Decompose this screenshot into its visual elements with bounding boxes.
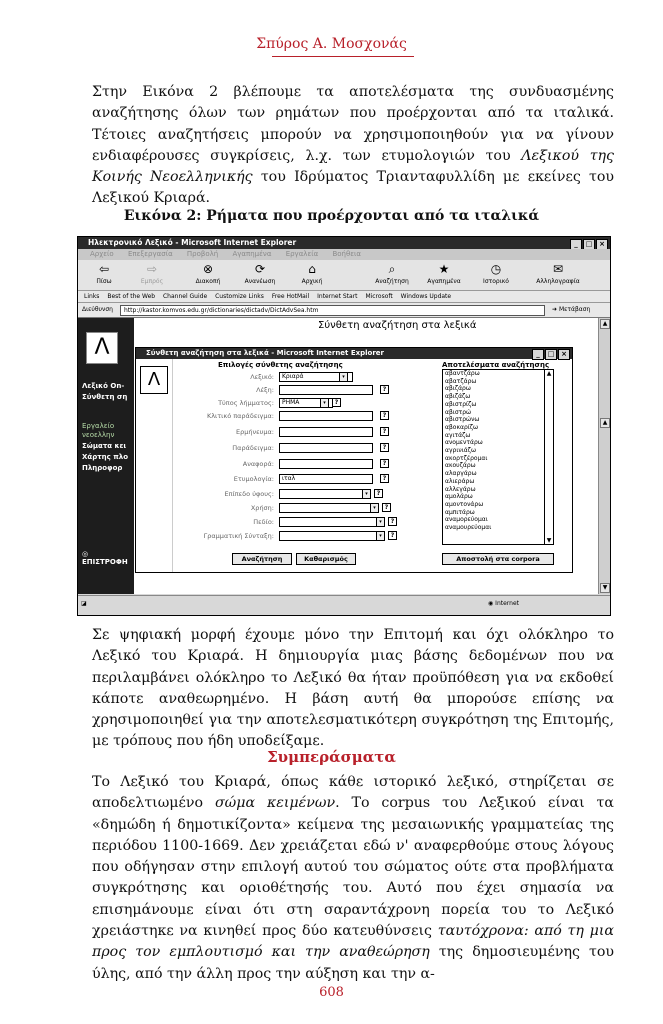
link-microsoft[interactable]: Microsoft	[365, 293, 393, 300]
favorites-button[interactable]	[422, 262, 466, 285]
field-lemma-type	[172, 398, 412, 409]
link-internet-start[interactable]: Internet Start	[317, 293, 358, 300]
help-icon[interactable]: ?	[382, 503, 391, 512]
field-label: Τύπος λήμματος:	[218, 399, 274, 407]
page-scrollbar[interactable]	[598, 318, 610, 594]
list-item[interactable]: αναμορεύομαι	[445, 516, 488, 524]
field-grammar-syntax	[172, 531, 412, 542]
browser-screenshot	[77, 236, 611, 616]
field-label: Αναφορά:	[242, 460, 274, 468]
favorites-icon: ★	[438, 262, 450, 276]
link-windows-update[interactable]: Windows Update	[400, 293, 452, 300]
paragraph-1-end: του Ιδρύματος Τριανταφυλλίδη με εκείνες του Λεξικού Κριαρά.	[92, 169, 615, 207]
stop-label: Διακοπή	[195, 278, 221, 285]
paragraph-1-text: Στην Εικόνα 2 βλέπουμε τα αποτελέσματα της συνδυασμένης αναζήτησης όλων των ρημάτων που προέρχονται από τα ιταλικά. Τέτοιες αναζητήσεις μπορούν να χρησιμοποιηθούν για να γίνουν ενδιαφέρουσες συγκρίσεις, λ.χ. των ετυμολογιών του	[92, 84, 614, 164]
left-panel-item[interactable]: Εργαλείο	[82, 422, 115, 430]
field-word	[172, 385, 412, 396]
paragraph-1-italic: Λεξικού της Κοινής Νεοελληνικής	[92, 147, 615, 186]
left-panel-item[interactable]: νεοελλην	[82, 431, 115, 439]
paragraph-2: Σε ψηφιακή μορφή έχουμε μόνο την Επιτομή και όχι ολόκληρο το Λεξικό του Κριαρά. Η δημιουργία μιας βάσης δεδομένων που να περιλαμβάνει ολόκληρο το Λεξικό θα ήταν προϋπόθεση για να εκδοθεί κάποτε αναθεωρημένο. Η βάση αυτή θα μπορούσε επίσης να χρησιμοποιηθεί για την αποτελεσματικότερη συγκρότηση της Επιτομής, με τρόπους που ήδη υποδείξαμε.	[92, 627, 614, 750]
list-item[interactable]: αβιστρώ	[445, 408, 472, 416]
menu-tools[interactable]: Εργαλεία	[285, 250, 319, 258]
left-panel-item[interactable]: Πληροφορ	[82, 464, 123, 472]
refresh-icon: ⟳	[254, 262, 266, 276]
address-label: Διεύθυνση	[82, 306, 113, 313]
paragraph-3	[92, 772, 614, 985]
back-button[interactable]	[82, 262, 126, 285]
help-icon[interactable]: ?	[380, 385, 389, 394]
history-button[interactable]	[474, 262, 518, 285]
lemma-type-select[interactable]: ΡΗΜΑ	[279, 398, 333, 408]
list-item[interactable]: ανομεντάρω	[445, 439, 483, 447]
paragraph-1	[92, 82, 614, 210]
status-bar	[78, 595, 610, 615]
field-usage	[172, 503, 412, 514]
left-panel-item[interactable]: Σώματα κει	[82, 442, 127, 450]
field-label: Λεξικό:	[250, 373, 274, 381]
list-item[interactable]: αβιζάρω	[445, 385, 471, 393]
list-item[interactable]: αμοντονάρω	[445, 500, 484, 508]
list-item[interactable]: αλλεγάρω	[445, 485, 476, 493]
section-heading: Συμπεράσματα	[267, 748, 396, 766]
list-item[interactable]: αμπιτάρω	[445, 508, 475, 516]
help-icon[interactable]: ?	[388, 517, 397, 526]
back-arrow-icon: ⇦	[98, 262, 110, 276]
chevron-down-icon[interactable]: ▾	[320, 398, 329, 408]
stop-button[interactable]	[186, 262, 230, 285]
paragraph-3-text-c: της δημοσιευμένης του ύλης, από την άλλη προς την αύξηση και την α-	[92, 944, 614, 982]
field-label: Πεδίο:	[253, 518, 274, 526]
field-reference	[172, 459, 412, 470]
field-domain	[172, 517, 412, 528]
home-icon: ⌂	[308, 262, 316, 276]
help-icon[interactable]: ?	[380, 411, 389, 420]
list-item[interactable]: αβαντζάρω	[445, 370, 480, 377]
paragraph-3-text-a: Το Λεξικό του Κριαρά, όπως κάθε ιστορικό λεξικό, στηρίζεται σε αποδελτιωμένο	[92, 774, 614, 812]
search-submit-button[interactable]: Αναζήτηση	[232, 553, 292, 565]
menu-file[interactable]: Αρχείο	[90, 250, 114, 258]
field-style-level	[172, 489, 412, 500]
meaning-input[interactable]	[279, 427, 373, 437]
list-item[interactable]: αβιστρίζω	[445, 400, 477, 408]
back-link-label: ΕΠΙΣΤΡΟΦΗ	[82, 558, 128, 566]
scroll-thumb[interactable]: ▲	[600, 418, 610, 428]
mail-icon: ✉	[552, 262, 564, 276]
mail-label: Αλληλογραφία	[536, 278, 580, 285]
field-label: Λέξη:	[256, 386, 274, 394]
forward-arrow-icon: ⇨	[146, 262, 158, 276]
favorites-label: Αγαπημένα	[427, 278, 461, 285]
site-left-panel	[78, 318, 134, 594]
field-example	[172, 443, 412, 454]
figure-caption: Εικόνα 2: Ρήματα που προέρχονται από τα ιταλικά	[123, 208, 540, 224]
menu-edit[interactable]: Επεξεργασία	[127, 250, 173, 258]
back-link[interactable]	[82, 550, 128, 566]
search-icon: ⌕	[388, 262, 396, 276]
maximize-icon[interactable]: □	[583, 239, 595, 250]
go-button[interactable]	[552, 303, 590, 317]
mail-button[interactable]	[528, 262, 588, 285]
list-item[interactable]: αναμουρεύομαι	[445, 524, 492, 532]
left-panel-item[interactable]: Σύνθετη ση	[82, 393, 128, 401]
help-icon[interactable]: ?	[388, 531, 397, 540]
help-icon[interactable]: ?	[380, 474, 389, 483]
list-item[interactable]: ακουζάρω	[445, 462, 476, 470]
site-logo[interactable]: Λ	[86, 332, 118, 364]
refresh-label: Ανανέωση	[244, 278, 276, 285]
go-arrow-icon: ➜	[552, 306, 558, 313]
menu-view[interactable]: Προβολή	[186, 250, 219, 258]
word-input[interactable]	[279, 385, 373, 395]
inner-window-titlebar	[136, 348, 572, 359]
dictionary-select[interactable]: Κριαρά	[279, 372, 353, 382]
close-icon[interactable]: ×	[596, 239, 608, 250]
list-item[interactable]: αγρινιάζω	[445, 447, 476, 455]
help-icon[interactable]: ?	[380, 427, 389, 436]
results-heading: Αποτελέσματα αναζήτησης	[442, 361, 550, 369]
field-label: Ετυμολογία:	[233, 475, 274, 483]
send-to-corpora-button[interactable]: Αποστολή στα corpora	[442, 553, 554, 565]
list-item[interactable]: αμολάρω	[445, 493, 473, 501]
domain-select[interactable]	[279, 517, 377, 527]
field-meaning	[172, 427, 412, 438]
maximize-icon[interactable]: □	[545, 349, 557, 360]
minimize-icon[interactable]: _	[532, 349, 544, 360]
page-number: 608	[319, 985, 344, 1000]
running-head-rule	[272, 56, 414, 57]
left-panel-item[interactable]: Λεξικό On-	[82, 382, 125, 390]
scroll-down-icon[interactable]: ▼	[546, 537, 552, 544]
list-item[interactable]: αβιστρώνω	[445, 416, 480, 424]
menu-help[interactable]: Βοήθεια	[332, 250, 362, 258]
back-circle-icon: ◎	[82, 550, 89, 558]
forward-button[interactable]	[130, 262, 174, 285]
list-item[interactable]: αβιζάζω	[445, 393, 471, 401]
field-inflection	[172, 411, 412, 422]
list-item[interactable]: ακορτζέρομαι	[445, 454, 488, 462]
status-zone	[488, 600, 519, 607]
links-bar	[78, 291, 610, 303]
home-button[interactable]	[290, 262, 334, 285]
help-icon[interactable]: ?	[332, 398, 341, 407]
page-heading: Σύνθετη αναζήτηση στα λεξικά	[318, 320, 477, 331]
minimize-icon[interactable]: _	[570, 239, 582, 250]
address-bar	[78, 303, 610, 318]
forward-label: Εμπρός	[140, 278, 164, 285]
running-head: Σπύρος Α. Μοσχονάς	[256, 36, 407, 52]
address-input[interactable]: http://kastor.komvos.edu.gr/dictionaries/dictadv/DictAdvSea.htm	[120, 305, 545, 316]
chevron-down-icon[interactable]: ▾	[362, 489, 371, 499]
globe-icon: ◉	[488, 600, 494, 607]
close-icon[interactable]: ×	[558, 349, 570, 360]
field-label: Ερμήνευμα:	[235, 428, 274, 436]
field-label: Γραμματική Σύνταξη:	[203, 532, 274, 540]
list-item[interactable]: αβατζάρω	[445, 377, 477, 385]
scroll-down-icon[interactable]: ▼	[600, 583, 610, 593]
page-status-icon: ◪	[81, 600, 87, 607]
browser-toolbar	[78, 260, 610, 291]
advanced-search-window	[135, 347, 573, 573]
chevron-down-icon[interactable]: ▾	[376, 517, 385, 527]
window-titlebar	[78, 237, 610, 249]
inflection-input[interactable]	[279, 411, 373, 421]
refresh-button[interactable]	[238, 262, 282, 285]
list-item[interactable]: αλαργάρω	[445, 470, 477, 478]
help-icon[interactable]: ?	[380, 459, 389, 468]
back-label: Πίσω	[96, 278, 112, 285]
chevron-down-icon[interactable]: ▾	[339, 372, 348, 382]
field-label: Παράδειγμα:	[232, 444, 274, 452]
link-channel-guide[interactable]: Channel Guide	[162, 293, 208, 300]
scroll-up-icon[interactable]: ▲	[600, 319, 610, 329]
grammar-syntax-select[interactable]	[279, 531, 377, 541]
chevron-down-icon[interactable]: ▾	[370, 503, 379, 513]
clear-button[interactable]: Καθαρισμός	[296, 553, 356, 565]
style-level-select[interactable]	[279, 489, 363, 499]
results-scrollbar[interactable]	[544, 370, 553, 544]
form-heading: Επιλογές σύνθετης αναζήτησης	[218, 361, 343, 369]
home-label: Αρχική	[301, 278, 323, 285]
field-label: Κλιτικό παράδειγμα:	[206, 412, 274, 420]
link-best-of-web[interactable]: Best of the Web	[107, 293, 156, 300]
list-item[interactable]: αλιεράρω	[445, 477, 475, 485]
search-button[interactable]	[370, 262, 414, 285]
inner-window-controls	[531, 349, 570, 360]
history-label: Ιστορικό	[483, 278, 509, 285]
example-input[interactable]	[279, 443, 373, 453]
search-label: Αναζήτηση	[375, 278, 409, 285]
results-list[interactable]	[442, 369, 554, 545]
paragraph-3-text-b: . Το corpus του Λεξικού είναι τα «δημώδη ή δημοτικίζοντα» κείμενα της μεσαιωνικής γραμματείας της περιόδου 1100-1669. Δεν χρειάζεται εδώ ν' αναφερθούμε στους λόγους που οδήγησαν στην επιλογή αυτού του σώματος ούτε στα προβλήματα συγκρότησης και οριοθέτησής του. Αυτό που έχει σημασία να επισημάνουμε είναι ότι στη σαραντάχρονη πορεία του το Λεξικό χρειάστηκε να κινηθεί προς δύο κατευθύνσεις	[92, 795, 614, 940]
list-item[interactable]: αγιτάζω	[445, 431, 471, 439]
paragraph-3-italic-2: ταυτόχρονα: από τη μια προς τον εμπλουτισμό και την αναθεώρηση	[92, 923, 614, 961]
list-item[interactable]: αβοκαρίζω	[445, 423, 479, 431]
field-label: Χρήση:	[250, 504, 274, 512]
links-label: Links	[84, 293, 100, 300]
inner-window-title: Σύνθετη αναζήτηση στα λεξικά - Microsoft Internet Explorer	[146, 349, 385, 357]
usage-select[interactable]	[279, 503, 371, 513]
menu-favorites[interactable]: Αγαπημένα	[232, 250, 272, 258]
field-dictionary	[172, 372, 412, 383]
field-label: Επίπεδο ύφους:	[224, 490, 274, 498]
paragraph-3-italic-1: σώμα κειμένων	[214, 795, 336, 812]
chevron-down-icon[interactable]: ▾	[376, 531, 385, 541]
scroll-up-icon[interactable]: ▲	[546, 370, 552, 377]
link-customize-links[interactable]: Customize Links	[215, 293, 264, 300]
status-zone-label: Internet	[495, 600, 519, 607]
window-title: Ηλεκτρονικό Λεξικό - Microsoft Internet Explorer	[88, 238, 297, 247]
reference-input[interactable]	[279, 459, 373, 469]
history-icon: ◷	[490, 262, 502, 276]
stop-icon: ⊗	[202, 262, 214, 276]
left-panel-item[interactable]: Χάρτης πλο	[82, 453, 129, 461]
field-etymology	[172, 474, 412, 485]
link-free-hotmail[interactable]: Free HotMail	[271, 293, 310, 300]
help-icon[interactable]: ?	[380, 443, 389, 452]
inner-logo: Λ	[140, 366, 168, 394]
go-label: Μετάβαση	[558, 306, 591, 313]
etymology-input[interactable]: ιταλ	[279, 474, 373, 484]
menu-bar	[78, 249, 610, 260]
help-icon[interactable]: ?	[374, 489, 383, 498]
